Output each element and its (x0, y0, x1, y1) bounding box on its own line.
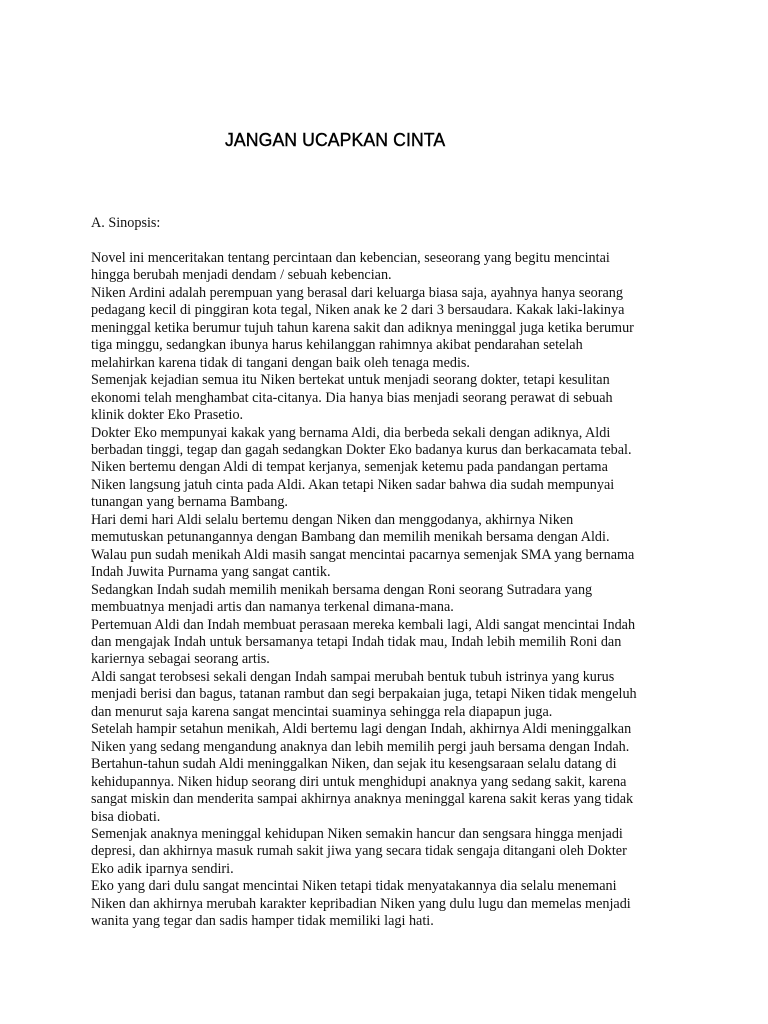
text-line: depresi, dan akhirnya masuk rumah sakit jiwa yang secara tidak sengaja ditangani oleh Dokter (91, 843, 627, 860)
text-line: pedagang kecil di pinggiran kota tegal, Niken anak ke 2 dari 3 bersaudara. Kakak laki-lakinya (91, 302, 625, 319)
text-line: Aldi sangat terobsesi sekali dengan Indah sampai merubah bentuk tubuh istrinya yang kurus (91, 668, 615, 685)
text-line: Dokter Eko mempunyai kakak yang bernama Aldi, dia berbeda sekali dengan adiknya, Aldi (91, 424, 611, 441)
text-line: Eko adik iparnya sendiri. (91, 860, 234, 877)
text-line: menjadi berisi dan bagus, tatanan rambut dan segi berpakaian juga, tetapi Niken tidak mengeluh (91, 686, 637, 703)
paragraph (91, 372, 681, 424)
text-line: Bertahun-tahun sudah Aldi meninggalkan Niken, dan sejak itu kesengsaraan selalu datang di (91, 756, 617, 773)
text-line: tunangan yang bernama Bambang. (91, 494, 288, 511)
text-line: Semenjak anaknya meninggal kehidupan Niken semakin hancur dan sengsara hingga menjadi (91, 825, 623, 842)
text-line: kariernya sebagai seorang artis. (91, 651, 270, 668)
paragraph (91, 756, 681, 826)
text-line: dan menurut saja karena sangat mencintai suaminya sehingga rela diapapun juga. (91, 703, 553, 720)
paragraph (91, 425, 681, 460)
document-title: JANGAN UCAPKAN CINTA (225, 130, 446, 150)
text-line: hingga berubah menjadi dendam / sebuah kebencian. (91, 267, 392, 284)
text-line: meninggal ketika berumur tujuh tahun karena sakit dan adiknya meninggal juga ketika berumur (91, 319, 634, 336)
text-line: sangat miskin dan menderita sampai akhirnya anaknya meninggal karena sakit keras yang tidak (91, 791, 634, 808)
paragraph (91, 582, 681, 617)
paragraph (91, 721, 681, 756)
text-line: Novel ini menceritakan tentang percintaan dan kebencian, seseorang yang begitu mencintai (91, 250, 610, 266)
text-line: Sedangkan Indah sudah memilih menikah bersama dengan Roni seorang Sutradara yang (91, 581, 593, 598)
paragraph (91, 547, 681, 582)
text-line: memutuskan petunangannya dengan Bambang dan memilih menikah bersama dengan Aldi. (91, 529, 610, 546)
text-line: kehidupannya. Niken hidup seorang diri untuk menghidupi anaknya yang sedang sakit, karena (91, 773, 627, 790)
text-line: klinik dokter Eko Prasetio. (91, 407, 244, 424)
text-line: ekonomi telah menghambat cita-citanya. Dia hanya bias menjadi seorang perawat di sebuah (91, 389, 613, 406)
paragraph (91, 826, 681, 878)
text-line: wanita yang tegar dan sadis hamper tidak memiliki lagi hati. (91, 913, 434, 930)
text-line: Indah Juwita Purnama yang sangat cantik. (91, 564, 331, 581)
section-heading: A. Sinopsis: (91, 215, 161, 231)
paragraph (91, 669, 681, 721)
text-line: Niken dan akhirnya merubah karakter kepribadian Niken yang dulu lugu dan memelas menjadi (91, 895, 631, 912)
paragraph (91, 617, 681, 669)
paragraph (91, 878, 681, 930)
text-line: membuatnya menjadi artis dan namanya terkenal dimana-mana. (91, 599, 454, 616)
text-line: Walau pun sudah menikah Aldi masih sangat mencintai pacarnya semenjak SMA yang bernama (91, 546, 635, 563)
text-line: Niken Ardini adalah perempuan yang berasal dari keluarga biasa saja, ayahnya hanya seorang (91, 284, 623, 301)
paragraph (91, 285, 681, 372)
text-line: Niken yang sedang mengandung anaknya dan lebih memilih pergi jauh bersama dengan Indah. (91, 738, 630, 755)
text-line: Setelah hampir setahun menikah, Aldi bertemu lagi dengan Indah, akhirnya Aldi meninggalkan (91, 721, 632, 738)
text-line: Niken bertemu dengan Aldi di tempat kerjanya, semenjak ketemu pada pandangan pertama (91, 459, 608, 476)
text-line: Eko yang dari dulu sangat mencintai Niken tetapi tidak menyatakannya dia selalu menemani (91, 878, 617, 895)
paragraph (91, 459, 681, 511)
text-line: melahirkan karena tidak di tangani dengan baik oleh tenaga medis. (91, 354, 470, 371)
synopsis-body (91, 250, 681, 931)
text-line: Pertemuan Aldi dan Indah membuat perasaan mereka kembali lagi, Aldi sangat mencintai Indah (91, 616, 636, 633)
text-line: tiga minggu, sedangkan ibunya harus kehilanggan rahimnya akibat pendarahan setelah (91, 337, 583, 354)
text-line: Hari demi hari Aldi selalu bertemu dengan Niken dan menggodanya, akhirnya Niken (91, 511, 574, 528)
text-line: Niken langsung jatuh cinta pada Aldi. Akan tetapi Niken sadar bahwa dia sudah mempunyai (91, 476, 615, 493)
paragraph (91, 250, 681, 285)
text-line: dan mengajak Indah untuk bersamanya tetapi Indah tidak mau, Indah lebih memilih Roni dan (91, 633, 622, 650)
text-line: Semenjak kejadian semua itu Niken bertekat untuk menjadi seorang dokter, tetapi kesulitan (91, 372, 610, 389)
text-line: berbadan tinggi, tegap dan gagah sedangkan Dokter Eko badanya kurus dan berkacamata tebal. (91, 441, 632, 458)
paragraph (91, 512, 681, 547)
text-line: bisa diobati. (91, 808, 161, 825)
